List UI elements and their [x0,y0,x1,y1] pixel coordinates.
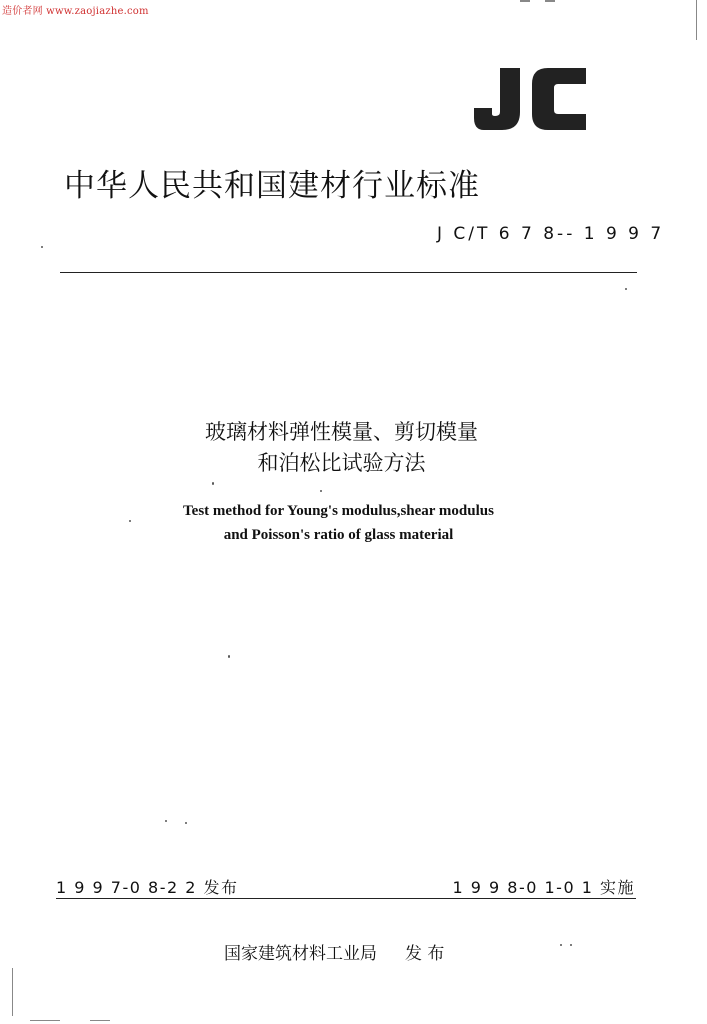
scan-speck [570,944,572,946]
scan-speck [165,820,167,822]
jc-logo [470,66,590,132]
scan-edge-mark [520,0,530,2]
scan-speck [185,822,187,824]
standard-number: J C/T 6 7 8-- 1 9 9 7 [437,224,665,244]
header-divider [60,272,637,273]
logo-letter-j [474,68,520,130]
scan-edge-mark [90,1020,110,1021]
document-title-cn-line1: 玻璃材料弹性模量、剪切模量 [205,420,478,444]
standard-category-title: 中华人民共和国建材行业标准 [64,168,480,204]
scan-edge-mark [696,0,697,40]
scan-speck [212,482,214,485]
publisher-name: 国家建筑材料工业局 [224,944,377,964]
scan-speck [228,655,230,658]
issue-date: 1 9 9 7-0 8-2 2 发布 [56,878,239,897]
watermark-text: 造价者网 www.zaojiazhe.com [2,6,149,17]
logo-letter-c [532,68,586,130]
scan-speck [560,944,562,946]
publisher-line [224,939,444,964]
scan-speck [129,520,131,522]
footer-divider [56,898,636,899]
scan-speck [320,490,322,492]
implementation-date: 1 9 9 8-0 1-0 1 实施 [452,878,635,897]
document-title-en-line2: and Poisson's ratio of glass material [223,527,454,543]
scan-edge-mark [12,968,13,1016]
scan-edge-mark [30,1020,60,1021]
document-title-cn-line2: 和泊松比试验方法 [257,451,426,475]
scan-speck [41,246,43,248]
publish-word: 发 布 [405,944,445,964]
scan-edge-mark [545,0,555,2]
document-title-en-line1: Test method for Young's modulus,shear modulus [183,503,494,519]
scan-speck [625,288,627,290]
